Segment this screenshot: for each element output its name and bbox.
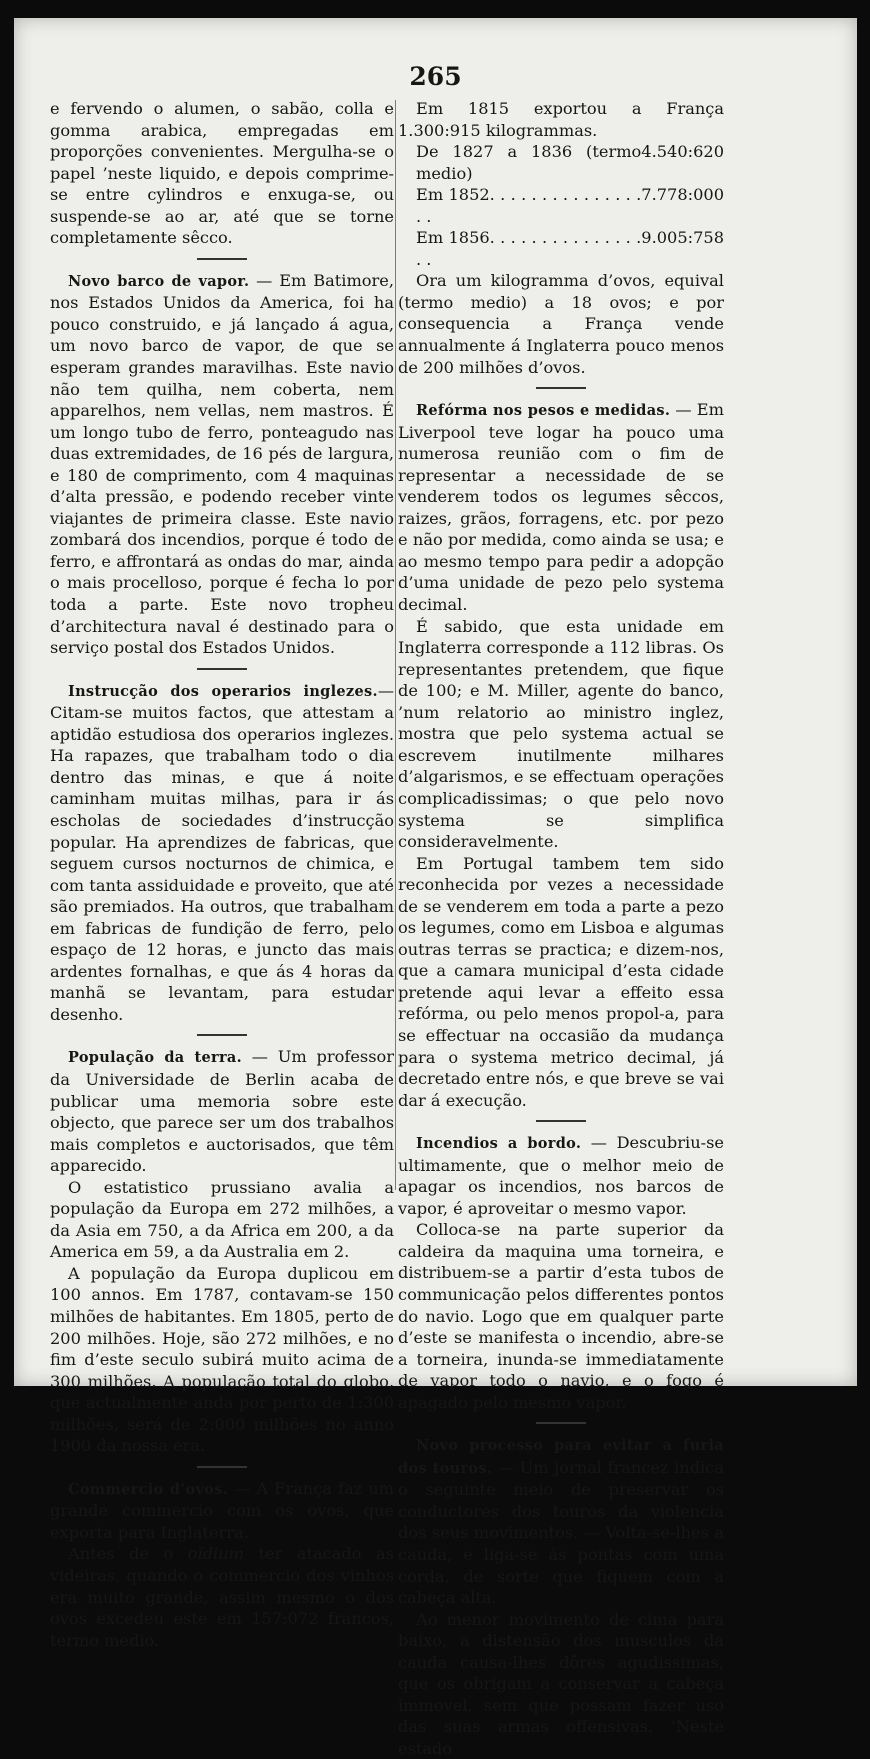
section-separator — [536, 1120, 586, 1122]
export-table-row: Em 1852. . . . . . . . . . . . . . . . . 7.778:000 — [416, 185, 724, 226]
paragraph: O estatistico prussiano avalia a população da Europa em 272 milhões, a da Asia em 750, a da Africa em 200, a da America em 59, a da Australia em 2. — [50, 1177, 394, 1262]
article-heading: Novo processo para evitar a furia dos touros. — [398, 1437, 724, 1477]
paragraph: Ora um kilogramma d’ovos, equival (termo medio) a 18 ovos; e por consequencia a França vende annualmente á Inglaterra pouco menos de 200 milhões d’ovos. — [398, 271, 724, 377]
section-separator — [197, 1034, 247, 1036]
article-text: — Um jornal francez indica o seguinte meio de preservar os conductores dos touros da violencia dos seus movimentos. — Volta-se-lhes a cauda, e liga-se ás pontas com uma corda, de sorte que fiquem com a cabeça alta. — [398, 1457, 724, 1608]
paragraph: Em Portugal tambem tem sido reconhecida por vezes a necessidade de se venderem em toda a parte a pezo os legumes, como em Lisboa e algumas outras terras se practica; e dizem-nos, que a camara municipal d’esta cidade pretende aqui levar a effeito essa refórma, ou pelo menos propol-a, para se effectuar na occasião da mudança para o systema metrico decimal, já decretado entre nós, e que breve se vai dar á execução. — [398, 853, 724, 1110]
article-text: — Um professor da Universidade de Berlin acaba de publicar uma memoria sobre este objecto, que parece ser um dos trabalhos mais completos e auctorisados, que têm apparecido. — [50, 1047, 394, 1176]
article-text: — Em Liverpool teve logar ha pouco uma numerosa reunião com o fim de representar a necessidade de se venderem todos os legumes sêccos, raizes, grãos, forragens, etc. por pezo e não por medida, como ainda se usa; e ao mesmo tempo para pedir a adopção d’uma unidade de pezo pelo systema decimal. — [398, 400, 724, 615]
article-heading: Incendios a bordo. — [416, 1135, 582, 1153]
paragraph: A população da Europa duplicou em 100 annos. Em 1787, contavam-se 150 milhões de habitantes. Em 1805, perto de 200 milhões. Hoje, são 272 milhões, e no fim d’este seculo subirá muito acima de 300 milhões. A população total do globo, que actualmente anda por perto de 1:300 milhões, será de 2:000 milhões no anno 1900 da nossa era. — [50, 1263, 394, 1456]
section-separator — [197, 258, 247, 260]
article-ship-fires — [398, 1132, 724, 1219]
right-column — [398, 98, 724, 1759]
export-table-row: De 1827 a 1836 (termo medio) 4.540:620 — [416, 142, 724, 183]
article-text: — A França faz um grande commercio com os ovos, que exporta para Inglaterra. — [50, 1478, 394, 1542]
newspaper-page — [14, 18, 857, 1758]
section-separator — [197, 1466, 247, 1468]
article-egg-trade — [50, 1478, 394, 1544]
section-separator — [536, 1422, 586, 1424]
article-heading: Novo barco de vapor. — [68, 272, 250, 290]
column-divider — [395, 100, 396, 1190]
continued-paragraph: e fervendo o alumen, o sabão, colla e gomma arabica, empregadas em proporções convenientes. Mergulha-se o papel ’neste liquido, e depois comprime-se entre cylindros e enxuga-se, ou suspende-se ao ar, até que se torne completamente sêcco. — [50, 99, 394, 248]
italic-term: oïdium — [187, 1544, 245, 1564]
export-table-row: Em 1856. . . . . . . . . . . . . . . . . 9.005:758 — [416, 228, 724, 269]
article-workers-instruction — [50, 680, 394, 1026]
article-heading: Refórma nos pesos e medidas. — [416, 402, 671, 420]
paragraph: Em 1815 exportou a França 1.300:915 kilogrammas. — [398, 99, 724, 140]
paragraph: Ao menor movimento de cima para baixo, a distensão dos musculos da cauda causa-lhes dôres agudissimas, que os obrigam a conservar a cabeça immovel, sem que possam fazer uso das suas armas offensivas. ’Neste estado — [398, 1609, 724, 1758]
page-number: 265 — [409, 62, 462, 91]
article-steamboat — [50, 270, 394, 659]
article-weights-reform — [398, 399, 724, 615]
article-text: — Descubriu-se ultimamente, que o melhor meio de apagar os incendios, nos barcos de vapor, é aproveitar o mesmo vapor. — [398, 1133, 724, 1218]
section-separator — [536, 387, 586, 389]
article-text: — Em Batimore, nos Estados Unidos da America, foi ha pouco construido, e já lançado á agua, um novo barco de vapor, de que se esperam grandes maravilhas. Este navio não tem quilha, nem coberta, nem apparelhos, nem vellas, nem mastros. É um longo tubo de ferro, ponteagudo nas duas extremidades, de 16 pés de largura, e 180 de comprimento, com 4 maquinas d’alta pressão, e podendo receber vinte viajantes de primeira classe. Este navio zombará dos incendios, porque é todo de ferro, e affrontará as ondas do mar, ainda o mais procelloso, porque é fecha lo por toda a parte. Este novo tropheu d’architectura naval é destinado para o serviço postal dos Estados Unidos. — [50, 270, 394, 658]
article-text: — Citam-se muitos factos, que attestam a aptidão estudiosa dos operarios inglezes. Ha rapazes, que trabalham todo o dia dentro das minas, e que á noite caminham muitas milhas, para ir ás escholas de sociedades d’instrucção popular. Ha aprendizes de fabricas, que seguem cursos nocturnos de chimica, e com tanta assiduidade e proveito, que até são premiados. Ha outros, que trabalham em fabricas de fundição de ferro, pelo espaço de 12 horas, e juncto das mais ardentes fornalhas, e que ás 4 horas da manhã se levantam, para estudar desenho. — [50, 680, 394, 1024]
article-bulls — [398, 1434, 724, 1608]
article-heading: Instrucção dos operarios inglezes. — [68, 682, 378, 700]
paragraph: É sabido, que esta unidade em Inglaterra corresponde a 112 libras. Os representantes pretendem, que fique de 100; e M. Miller, agente do banco, ’num relatorio ao ministro inglez, mostra que pelo systema actual se escrevem inutilmente milhares d’algarismos, e se effectuam operações complicadissimas; o que pelo novo systema se simplifica consideravelmente. — [398, 616, 724, 852]
section-separator — [197, 668, 247, 670]
article-world-population — [50, 1046, 394, 1176]
article-heading: População da terra. — [68, 1049, 242, 1067]
paragraph: Colloca-se na parte superior da caldeira da maquina uma torneira, e distribuem-se a partir d’esta tubos de communicação pelos differentes pontos do navio. Logo que em qualquer parte d’este se manifesta o incendio, abre-se a torneira, inunda-se immediatamente de vapor todo o navio, e o fogo é apagado pelo mesmo vapor. — [398, 1220, 724, 1412]
article-heading: Commercio d’ovos. — [68, 1480, 229, 1498]
paragraph: Antes de o oïdium ter atacado as videiras, quando o commercio dos vinhos era muito grande, assim mesmo o dos ovos excedeu este em 157:072 francos, termo medio. — [50, 1544, 394, 1650]
left-column — [50, 98, 394, 1651]
